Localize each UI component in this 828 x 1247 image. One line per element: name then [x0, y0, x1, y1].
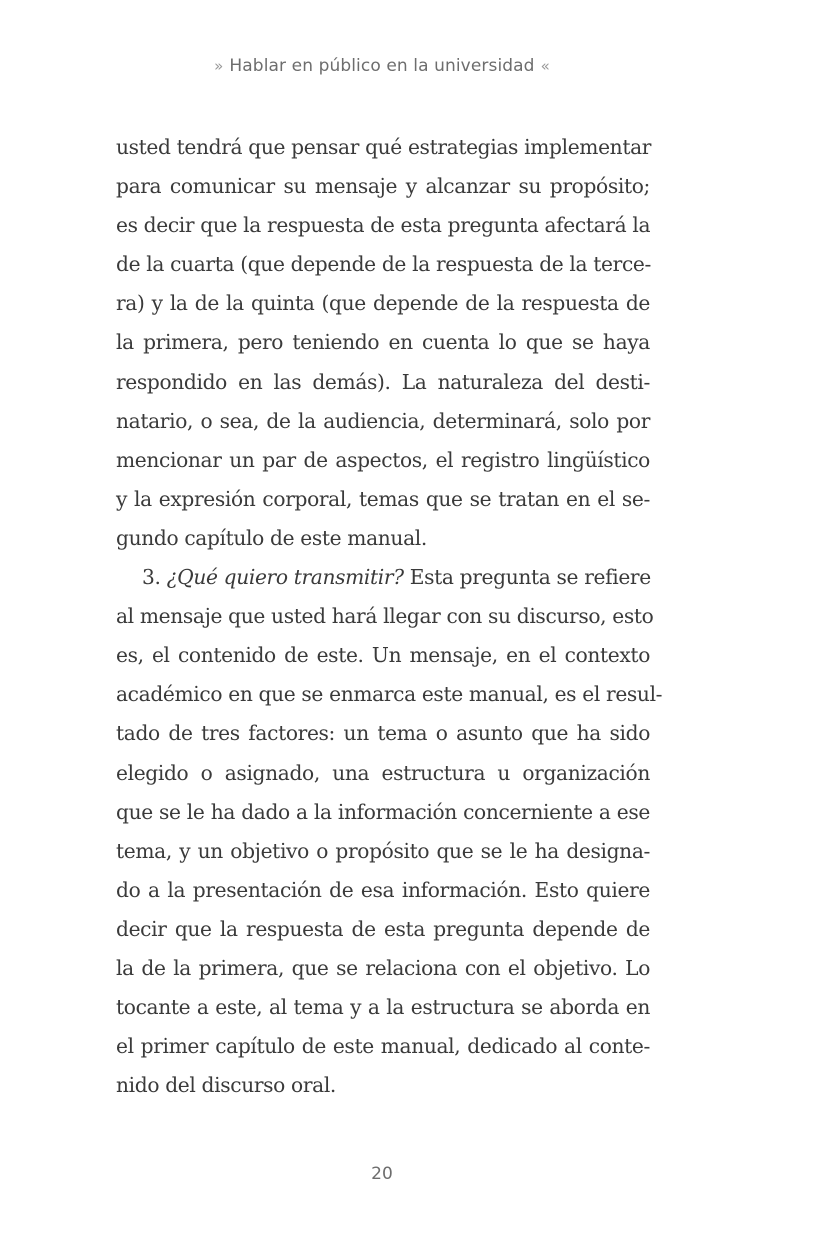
text-line: el primer capítulo de este manual, dedicado al conte- — [116, 1034, 650, 1059]
body-text — [116, 128, 663, 1105]
text-line: tema, y un objetivo o propósito que se le ha designa- — [116, 838, 650, 863]
list-number: 3. — [142, 565, 161, 590]
text-line: la de la primera, que se relaciona con el objetivo. Lo — [116, 955, 650, 980]
text-line: que se le ha dado a la información concerniente a ese — [116, 799, 650, 824]
text-line: nido del discurso oral. — [116, 1073, 336, 1098]
text-line: tocante a este, al tema y a la estructura se aborda en — [116, 995, 650, 1020]
text-line: ra) y la de la quinta (que depende de la respuesta de — [116, 291, 650, 316]
text-line: al mensaje que usted hará llegar con su discurso, esto — [116, 604, 654, 629]
page-number: 20 — [371, 1164, 393, 1184]
text-line: natario, o sea, de la audiencia, determinará, solo por — [116, 408, 650, 433]
paragraph-2 — [116, 558, 663, 1105]
paragraph-1 — [116, 128, 650, 558]
text-line: do a la presentación de esa información. Esto quiere — [116, 877, 650, 902]
text-line: académico en que se enmarca este manual, es el resul- — [116, 682, 663, 707]
text-line: para comunicar su mensaje y alcanzar su propósito; — [116, 174, 650, 199]
text-line: la primera, pero teniendo en cuenta lo que se haya — [116, 330, 650, 355]
text-line: respondido en las demás). La naturaleza del desti- — [116, 369, 650, 394]
first-line-text: Esta pregunta se refiere — [409, 565, 651, 590]
text-line: tado de tres factores: un tema o asunto que ha sido — [116, 721, 650, 746]
paragraph-2-first-line — [116, 558, 650, 597]
text-line: es decir que la respuesta de esta pregunta afectará la — [116, 213, 651, 238]
header-left-mark: » — [214, 57, 224, 75]
text-line: es, el contenido de este. Un mensaje, en el contexto — [116, 643, 650, 668]
header-title: Hablar en público en la universidad — [229, 56, 535, 76]
text-line: elegido o asignado, una estructura u organización — [116, 760, 650, 785]
text-line: decir que la respuesta de esta pregunta depende de — [116, 916, 650, 941]
text-line: mencionar un par de aspectos, el registro lingüístico — [116, 447, 650, 472]
text-line: y la expresión corporal, temas que se tratan en el se- — [116, 486, 650, 511]
running-header — [0, 56, 764, 76]
text-line: gundo capítulo de este manual. — [116, 525, 427, 550]
header-right-mark: « — [540, 57, 550, 75]
question-heading: ¿Qué quiero transmitir? — [166, 565, 404, 590]
text-line: usted tendrá que pensar qué estrategias implementar — [116, 135, 652, 159]
text-line: de la cuarta (que depende de la respuesta de la terce- — [116, 252, 651, 277]
